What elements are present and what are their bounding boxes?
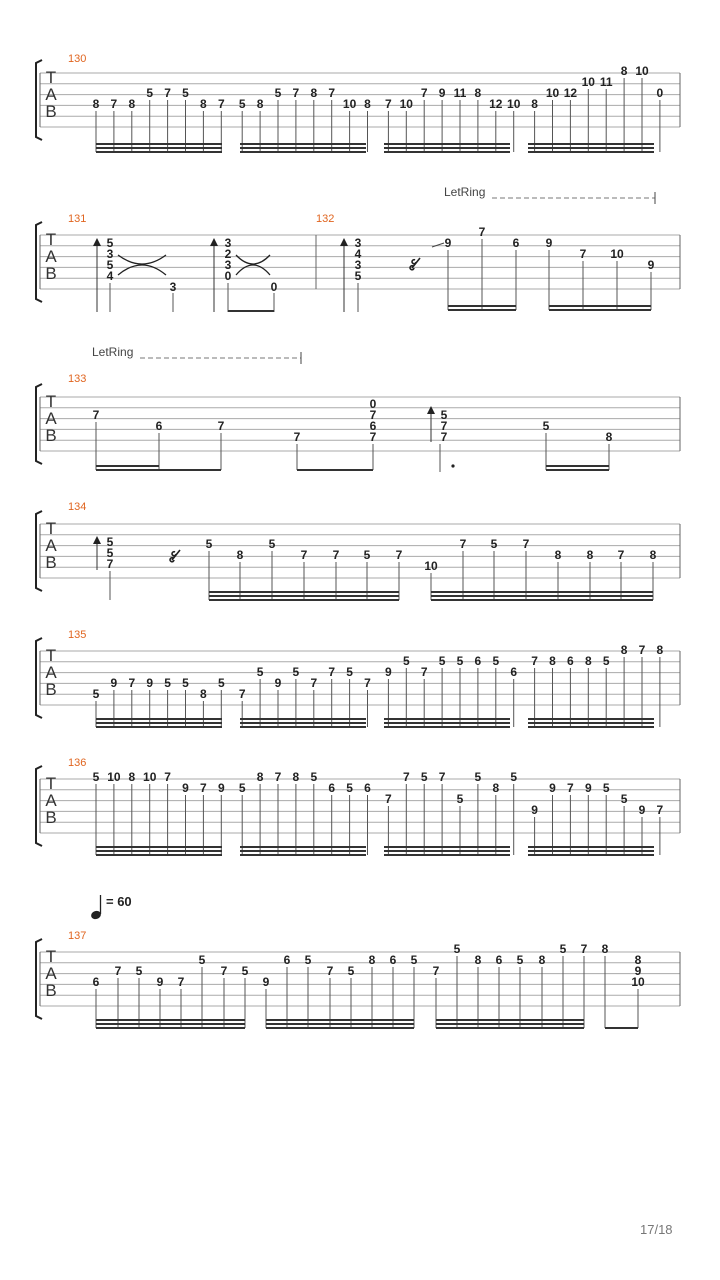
- fret-number: 5: [456, 654, 464, 668]
- fret-number: 7: [292, 86, 300, 100]
- fret-number: 7: [432, 964, 440, 978]
- staff-system-2: [36, 384, 680, 464]
- fret-number: 5: [346, 781, 353, 795]
- tab-clef-letter: A: [45, 791, 57, 810]
- fret-number: 6: [474, 654, 482, 668]
- fret-number: 7: [92, 408, 100, 422]
- fret-number: 3: [354, 236, 362, 250]
- rest-symbol: [170, 550, 180, 562]
- fret-number: 12: [489, 97, 503, 111]
- measure-number: 135: [68, 629, 87, 641]
- fret-number: 5: [602, 781, 610, 795]
- fret-number: 10: [424, 559, 438, 573]
- fret-number: 7: [220, 964, 228, 978]
- measure-number: 132: [316, 213, 335, 225]
- fret-number: 5: [106, 236, 114, 250]
- fret-number: 5: [402, 654, 410, 668]
- fret-number: 3: [169, 280, 177, 294]
- fret-number: 5: [164, 676, 171, 690]
- fret-number: 6: [567, 654, 574, 668]
- fret-number: 10: [631, 975, 645, 989]
- tab-clef-letter: T: [45, 646, 57, 665]
- tab-clef-letter: B: [45, 680, 57, 699]
- dot: [451, 464, 454, 467]
- fret-number: 10: [143, 770, 157, 784]
- tab-clef-letter: A: [45, 536, 57, 555]
- fret-number: 5: [304, 953, 312, 967]
- fret-number: 10: [581, 75, 595, 89]
- fret-number: 7: [531, 654, 538, 668]
- fret-number: 9: [217, 781, 225, 795]
- fret-number: 6: [364, 781, 371, 795]
- fret-number: 6: [155, 419, 163, 433]
- fret-number: 9: [438, 86, 446, 100]
- strum-arrow-head: [210, 238, 218, 246]
- fret-number: 8: [549, 654, 556, 668]
- fret-number: 8: [256, 770, 264, 784]
- tie-arc: [236, 265, 270, 275]
- fret-number: 5: [92, 770, 100, 784]
- fret-number: 7: [217, 419, 225, 433]
- tie-arc: [118, 265, 166, 275]
- measure-number: 130: [68, 53, 87, 65]
- slide-line: [432, 243, 444, 247]
- system-bracket: [36, 60, 42, 140]
- fret-number: 5: [440, 408, 448, 422]
- fret-number: 5: [241, 964, 249, 978]
- tab-clef-letter: T: [45, 519, 57, 538]
- fret-number: 8: [620, 643, 628, 657]
- fret-number: 8: [605, 430, 613, 444]
- measure-number: 133: [68, 373, 87, 385]
- fret-number: 7: [385, 97, 392, 111]
- fret-number: 8: [92, 97, 100, 111]
- fret-number: 9: [110, 676, 118, 690]
- fret-number: 6: [92, 975, 100, 989]
- fret-number: 7: [128, 676, 136, 690]
- tab-clef-letter: A: [45, 964, 57, 983]
- fret-number: 7: [106, 557, 114, 571]
- rest-symbol: [410, 258, 420, 270]
- fret-number: 5: [516, 953, 524, 967]
- fret-number: 9: [444, 236, 452, 250]
- fret-number: 6: [389, 953, 397, 967]
- fret-number: 5: [92, 687, 100, 701]
- fret-number: 6: [510, 665, 518, 679]
- fret-number: 6: [328, 781, 336, 795]
- fret-number: 5: [438, 654, 446, 668]
- system-bracket: [36, 384, 42, 464]
- fret-number: 7: [114, 964, 122, 978]
- fret-number: 3: [224, 258, 232, 272]
- fret-number: 11: [599, 75, 613, 89]
- tab-clef-letter: A: [45, 85, 57, 104]
- fret-number: 8: [310, 86, 318, 100]
- system-bracket: [36, 939, 42, 1019]
- fret-number: 5: [410, 953, 418, 967]
- fret-number: 8: [656, 643, 664, 657]
- strum-arrow-head: [93, 238, 101, 246]
- fret-number: 8: [256, 97, 264, 111]
- fret-number: 7: [579, 247, 587, 261]
- measure-number: 134: [68, 501, 87, 513]
- fret-number: 5: [559, 942, 567, 956]
- fret-number: 5: [135, 964, 143, 978]
- fret-number: 9: [584, 781, 592, 795]
- fret-number: 5: [268, 537, 276, 551]
- fret-number: 5: [420, 770, 428, 784]
- fret-number: 7: [420, 665, 428, 679]
- fret-number: 9: [146, 676, 154, 690]
- fret-number: 0: [270, 280, 278, 294]
- fret-number: 5: [146, 86, 154, 100]
- tempo-marking: = 60: [106, 894, 132, 909]
- fret-number: 6: [369, 419, 377, 433]
- fret-number: 3: [106, 247, 114, 261]
- fret-number: 7: [617, 548, 625, 562]
- tab-clef-letter: T: [45, 68, 57, 87]
- fret-number: 7: [293, 430, 301, 444]
- fret-number: 5: [292, 665, 300, 679]
- fret-number: 9: [182, 781, 189, 795]
- fret-number: 7: [364, 676, 371, 690]
- strum-arrow-head: [340, 238, 348, 246]
- fret-number: 7: [580, 942, 588, 956]
- fret-number: 5: [182, 676, 189, 690]
- fret-number: 7: [402, 770, 410, 784]
- tab-clef-letter: A: [45, 409, 57, 428]
- tab-clef-letter: B: [45, 808, 57, 827]
- fret-number: 8: [128, 97, 136, 111]
- fret-number: 7: [638, 643, 646, 657]
- fret-number: 6: [283, 953, 291, 967]
- fret-number: 5: [205, 537, 213, 551]
- fret-number: 5: [456, 792, 464, 806]
- fret-number: 8: [200, 687, 207, 701]
- fret-number: 7: [522, 537, 530, 551]
- fret-number: 9: [385, 665, 392, 679]
- fret-number: 8: [474, 86, 482, 100]
- fret-number: 7: [440, 430, 448, 444]
- fret-number: 3: [354, 258, 362, 272]
- fret-number: 5: [217, 676, 225, 690]
- fret-number: 10: [342, 97, 357, 111]
- strum-arrow-head: [93, 536, 101, 544]
- fret-number: 7: [177, 975, 185, 989]
- fret-number: 4: [354, 247, 362, 261]
- fret-number: 7: [567, 781, 574, 795]
- fret-number: 0: [224, 269, 232, 283]
- fret-number: 10: [507, 97, 521, 111]
- fret-number: 5: [238, 781, 246, 795]
- tab-clef-letter: B: [45, 426, 57, 445]
- fret-number: 9: [531, 803, 538, 817]
- fret-number: 5: [182, 86, 189, 100]
- let-ring-label: LetRing: [92, 345, 134, 359]
- fret-number: 9: [274, 676, 282, 690]
- fret-number: 8: [538, 953, 546, 967]
- fret-number: 7: [328, 665, 336, 679]
- strum-arrow-head: [427, 406, 435, 414]
- fret-number: 7: [459, 537, 467, 551]
- system-bracket: [36, 638, 42, 718]
- fret-number: 11: [453, 86, 467, 100]
- measure-number: 131: [68, 213, 87, 225]
- tab-clef-letter: T: [45, 230, 57, 249]
- fret-number: 10: [399, 97, 413, 111]
- fret-number: 6: [512, 236, 520, 250]
- fret-number: 12: [563, 86, 578, 100]
- fret-number: 8: [364, 97, 371, 111]
- fret-number: 5: [474, 770, 482, 784]
- fret-number: 8: [368, 953, 376, 967]
- fret-number: 0: [369, 397, 377, 411]
- fret-number: 8: [584, 654, 592, 668]
- fret-number: 5: [106, 546, 114, 560]
- fret-number: 7: [326, 964, 334, 978]
- fret-number: 7: [438, 770, 446, 784]
- measure-number: 137: [68, 930, 87, 942]
- fret-number: 7: [238, 687, 246, 701]
- page-number: 17/18: [640, 1222, 673, 1237]
- system-bracket: [36, 766, 42, 846]
- fret-number: 5: [346, 665, 353, 679]
- fret-number: 8: [128, 770, 136, 784]
- fret-number: 9: [549, 781, 556, 795]
- fret-number: 7: [300, 548, 308, 562]
- fret-number: 10: [635, 64, 649, 78]
- fret-number: 9: [638, 803, 646, 817]
- measure-number: 136: [68, 757, 87, 769]
- fret-number: 8: [236, 548, 244, 562]
- fret-number: 7: [217, 97, 225, 111]
- fret-number: 8: [200, 97, 207, 111]
- fret-number: 8: [531, 97, 538, 111]
- fret-number: 7: [274, 770, 282, 784]
- fret-number: 5: [510, 770, 518, 784]
- fret-number: 7: [420, 86, 428, 100]
- tab-clef-letter: A: [45, 247, 57, 266]
- fret-number: 7: [310, 676, 318, 690]
- fret-number: 5: [490, 537, 498, 551]
- fret-number: 7: [656, 803, 664, 817]
- fret-number: 5: [310, 770, 318, 784]
- fret-number: 9: [545, 236, 553, 250]
- fret-number: 10: [107, 770, 121, 784]
- fret-number: 6: [495, 953, 503, 967]
- fret-number: 8: [586, 548, 594, 562]
- fret-number: 5: [106, 535, 114, 549]
- fret-number: 2: [224, 247, 232, 261]
- fret-number: 8: [649, 548, 657, 562]
- fret-number: 7: [369, 430, 377, 444]
- fret-number: 5: [620, 792, 628, 806]
- staff-system-3: [36, 511, 680, 591]
- fret-number: 7: [369, 408, 377, 422]
- fret-number: 0: [656, 86, 664, 100]
- fret-number: 5: [238, 97, 246, 111]
- let-ring-label: LetRing: [444, 185, 486, 199]
- fret-number: 9: [156, 975, 164, 989]
- fret-number: 4: [106, 269, 114, 283]
- fret-number: 5: [354, 269, 362, 283]
- tab-clef-letter: B: [45, 264, 57, 283]
- tab-clef-letter: B: [45, 102, 57, 121]
- fret-number: 10: [545, 86, 560, 100]
- tab-clef-letter: T: [45, 392, 57, 411]
- fret-number: 7: [440, 419, 448, 433]
- fret-number: 5: [347, 964, 355, 978]
- fret-number: 5: [198, 953, 206, 967]
- fret-number: 7: [328, 86, 336, 100]
- fret-number: 7: [110, 97, 118, 111]
- fret-number: 7: [164, 86, 171, 100]
- fret-number: 7: [478, 225, 486, 239]
- fret-number: 8: [292, 770, 300, 784]
- fret-number: 3: [224, 236, 232, 250]
- fret-number: 7: [385, 792, 392, 806]
- fret-number: 7: [395, 548, 403, 562]
- fret-number: 8: [634, 953, 642, 967]
- tab-clef-letter: T: [45, 947, 57, 966]
- fret-number: 5: [453, 942, 461, 956]
- fret-number: 5: [106, 258, 114, 272]
- fret-number: 9: [634, 964, 642, 978]
- system-bracket: [36, 222, 42, 302]
- fret-number: 5: [256, 665, 264, 679]
- fret-number: 8: [492, 781, 500, 795]
- fret-number: 9: [647, 258, 655, 272]
- fret-number: 10: [610, 247, 624, 261]
- tab-clef-letter: B: [45, 553, 57, 572]
- tab-clef-letter: B: [45, 981, 57, 1000]
- fret-number: 8: [554, 548, 562, 562]
- tab-clef-letter: T: [45, 774, 57, 793]
- fret-number: 5: [542, 419, 550, 433]
- fret-number: 5: [492, 654, 500, 668]
- fret-number: 9: [262, 975, 270, 989]
- tab-clef-letter: A: [45, 663, 57, 682]
- fret-number: 8: [620, 64, 628, 78]
- fret-number: 8: [601, 942, 609, 956]
- fret-number: 7: [200, 781, 207, 795]
- fret-number: 5: [274, 86, 282, 100]
- fret-number: 7: [164, 770, 171, 784]
- fret-number: 5: [363, 548, 371, 562]
- fret-number: 8: [474, 953, 482, 967]
- fret-number: 5: [602, 654, 610, 668]
- system-bracket: [36, 511, 42, 591]
- fret-number: 7: [332, 548, 340, 562]
